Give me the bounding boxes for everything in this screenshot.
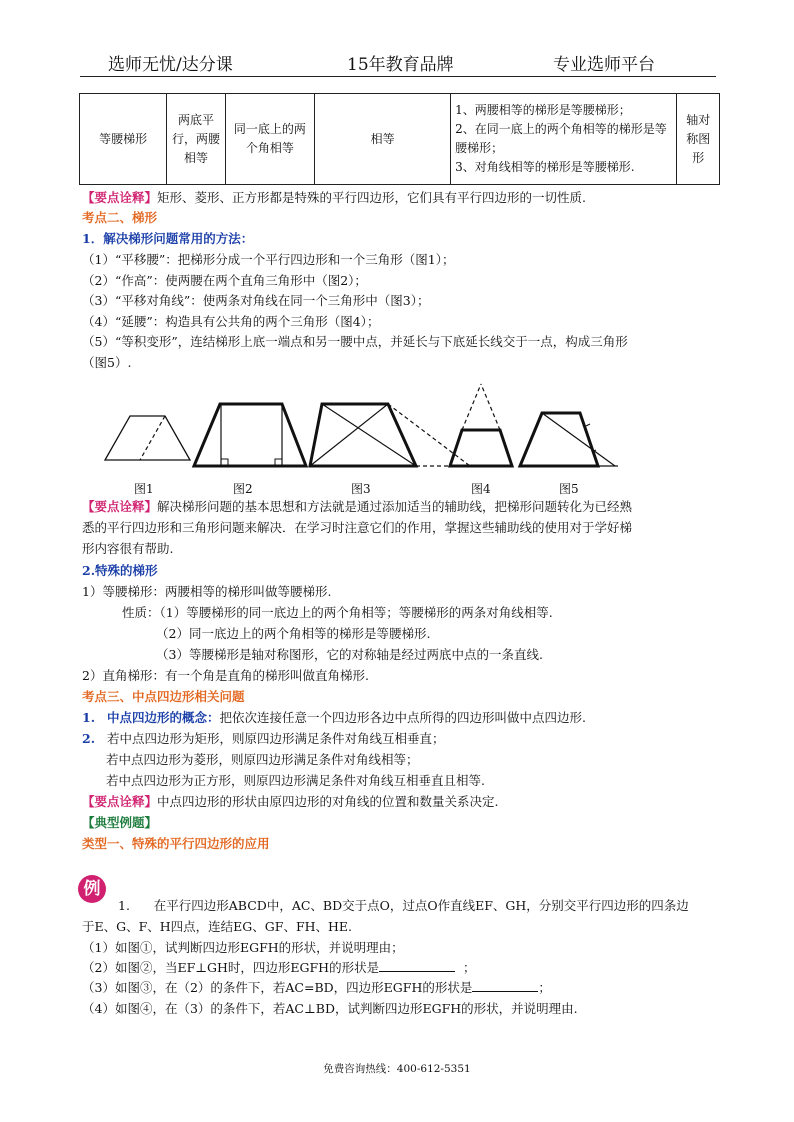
note-tag: 【要点诠释】 [82,794,158,809]
question-line-2: 于E、G、F、H四点，连结EG、GF、FH、HE. [82,919,353,934]
example-badge: 例 [78,875,106,903]
note-2-line-2: 悉的平行四边形和三角形问题来解决．在学习时注意它们的作用，掌握这些辅助线的使用对于学好梯 [82,520,633,535]
note-text: 矩形、菱形、正方形都是特殊的平行四边形，它们具有平行四边形的一切性质. [157,190,586,205]
midpoint-rule-2: 若中点四边形为菱形，则原四边形满足条件对角线相等； [106,752,419,767]
question-text: 在平行四边形ABCD中，AC、BD交于点O，过点O作直线EF、GH，分别交平行四边形的四条边 [153,898,689,913]
figure-1 [105,416,190,460]
punctuation: ； [538,980,551,995]
figure-2-caption: 图2 [233,482,253,496]
figure-2 [194,404,306,466]
section-title-kp3: 考点三、中点四边形相关问题 [82,689,245,704]
examples-heading: 【典型例题】 [82,815,158,830]
method-heading: 1．解决梯形问题常用的方法： [82,231,254,246]
figure-5-caption: 图5 [559,482,579,496]
isosceles-trapezoid-table [79,93,720,185]
method-5b: （图5）. [82,355,132,370]
answer-blank[interactable] [472,979,538,992]
figure-5 [520,413,618,466]
note-2 [82,498,632,516]
subquestion-text: （3）如图③，在（2）的条件下，若AC=BD，四边形EGFH的形状是 [82,980,473,995]
criteria-item: 3、对角线相等的梯形是等腰梯形. [455,160,635,174]
concept-text: 把依次连接任意一个四边形各边中点所得的四边形叫做中点四边形. [219,710,586,725]
method-2: （2）“作高”：使两腰在两个直角三角形中（图2）； [82,273,367,288]
item-number: 1. [82,710,96,725]
cell-symmetry: 轴对称图形 [677,94,720,185]
subquestion-2 [82,959,476,977]
note-3 [82,793,499,811]
header-center: 15年教育品牌 [347,55,454,75]
criteria-item: 2、在同一底上的两个角相等的梯形是等腰梯形； [455,122,667,155]
isosceles-definition: 1）等腰梯形：两腰相等的梯形叫做等腰梯形. [82,584,332,599]
question-number: 1. [118,898,130,913]
criteria-item: 1、两腰相等的梯形是等腰梯形； [455,103,631,117]
rule-text: 若中点四边形为矩形，则原四边形满足条件对角线互相垂直； [106,731,445,746]
subquestion-3 [82,979,551,997]
trapezoid-figures [100,380,640,475]
header-rule [80,76,716,77]
header-left: 选师无忧/达分课 [108,55,233,75]
note-text: 中点四边形的形状由原四边形的对角线的位置和数量关系决定. [157,794,499,809]
subquestion-4: （4）如图④，在（3）的条件下，若AC⊥BD，试判断四边形EGFH的形状，并说明理由. [82,1001,578,1016]
footer-hotline: 免费咨询热线：400-612-5351 [323,1063,471,1075]
question-line-1 [118,897,689,915]
midpoint-rule-1 [82,730,445,748]
figure-4-caption: 图4 [471,482,491,496]
section-title-kp2: 考点二、梯形 [82,210,158,225]
punctuation: ； [463,960,476,975]
concept-head: 中点四边形的概念： [106,710,220,725]
item-number: 2. [82,731,96,746]
note-tag: 【要点诠释】 [82,190,158,205]
cell-sides: 两底平行，两腰相等 [167,94,225,185]
cell-angles: 同一底上的两个角相等 [225,94,314,185]
cell-diagonals: 相等 [315,94,451,185]
right-trapezoid-definition: 2）直角梯形：有一个角是直角的梯形叫做直角梯形. [82,668,369,683]
midpoint-rule-3: 若中点四边形为正方形，则原四边形满足条件对角线互相垂直且相等. [106,773,485,788]
figure-3-caption: 图3 [351,482,371,496]
method-4: （4）“延腰”：构造具有公共角的两个三角形（图4）； [82,314,380,329]
property-2: （2）同一底边上的两个角相等的梯形是等腰梯形. [156,626,431,641]
figure-1-caption: 图1 [134,482,154,496]
table-row [80,94,720,185]
note-tag: 【要点诠释】 [82,499,158,514]
answer-blank[interactable] [379,959,455,972]
cell-criteria [451,94,677,185]
note-text: 解决梯形问题的基本思想和方法就是通过添加适当的辅助线，把梯形问题转化为已经熟 [157,499,633,514]
method-3: （3）“平移对角线”：使两条对角线在同一个三角形中（图3）； [82,293,430,308]
subquestion-text: （2）如图②，当EF⊥GH时，四边形EGFH的形状是 [82,960,380,975]
note-2-line-3: 形内容很有帮助. [82,541,174,556]
method-5a: （5）“等积变形”，连结梯形上底一端点和另一腰中点，并延长与下底延长线交于一点，构成三角形 [82,334,628,349]
cell-name: 等腰梯形 [80,94,167,185]
property-3: （3）等腰梯形是轴对称图形，它的对称轴是经过两底中点的一条直线. [156,647,543,662]
special-trapezoid-heading: 2.特殊的梯形 [82,563,158,578]
header-right: 专业选师平台 [553,55,655,75]
type-1-title: 类型一、特殊的平行四边形的应用 [82,836,270,851]
note-1 [82,189,586,207]
midpoint-concept [82,709,586,727]
method-1: （1）“平移腰”：把梯形分成一个平行四边形和一个三角形（图1）； [82,252,455,267]
subquestion-1: （1）如图①，试判断四边形EGFH的形状，并说明理由； [82,940,404,955]
property-1: 性质：（1）等腰梯形的同一底边上的两个角相等；等腰梯形的两条对角线相等. [122,605,553,620]
figure-4 [450,384,512,466]
figure-3 [310,404,470,466]
